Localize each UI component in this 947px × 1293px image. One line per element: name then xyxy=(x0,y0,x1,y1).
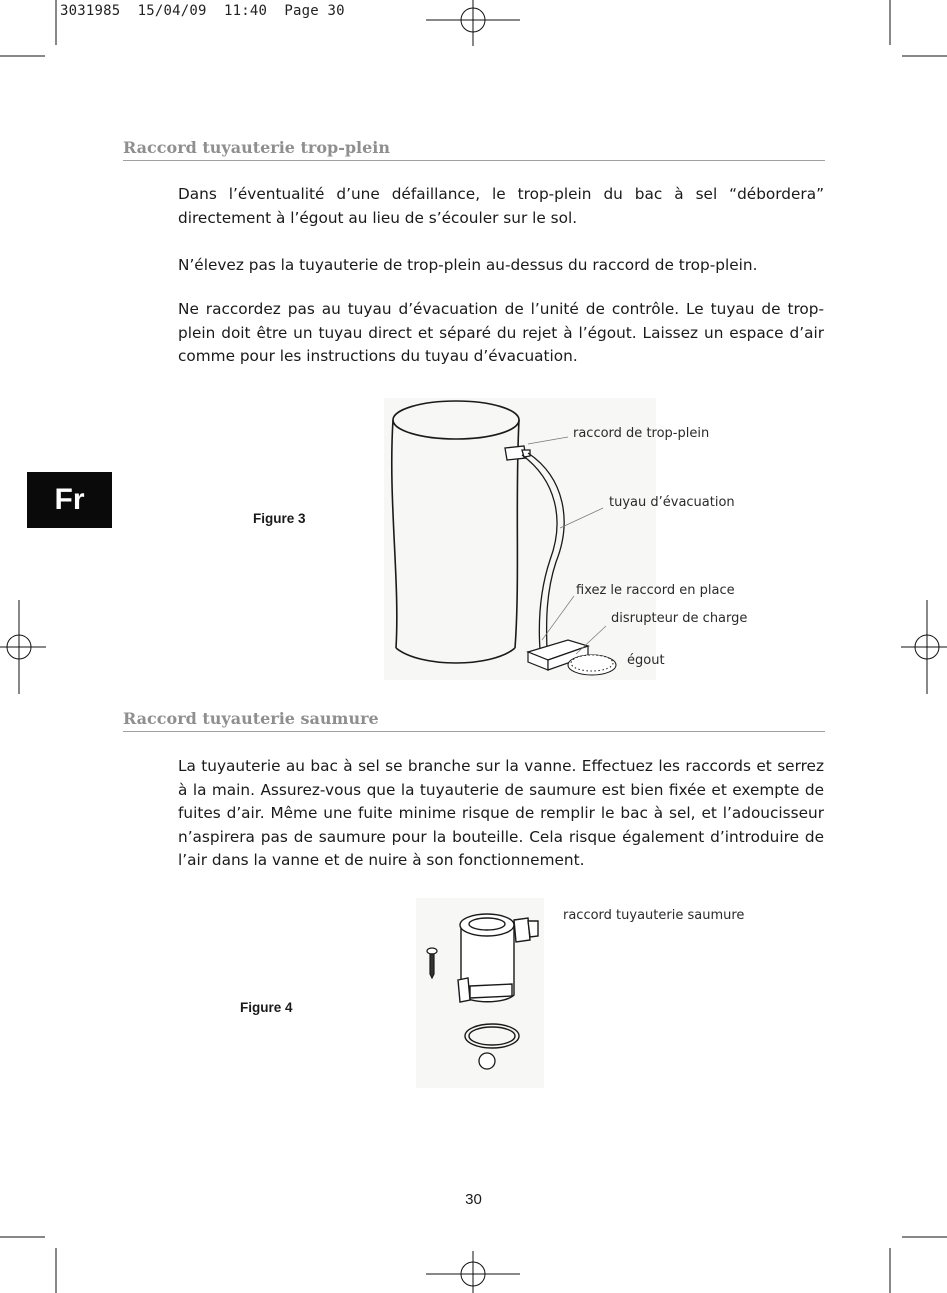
paragraph-overflow-3: Ne raccordez pas au tuyau d’évacuation de l’unité de contrôle. Le tuyau de trop-plein doit être un tuyau direct et séparé du rejet à l’égout. Laissez un espace d’air comme pour les instructions du tuyau d’évacuation. xyxy=(178,300,824,365)
ball-drawing xyxy=(479,1053,495,1069)
page-number: 30 xyxy=(465,1191,482,1208)
callout-brine-fitting: raccord tuyauterie saumure xyxy=(563,908,745,923)
print-header: 3031985 15/04/09 11:40 Page 30 xyxy=(60,3,345,19)
paragraph-brine-1: La tuyauterie au bac à sel se branche sur la vanne. Effectuez les raccords et serrez à la main. Assurez-vous que la tuyauterie de saumure est bien fixée et exempte de fuites d’air. Même une fuite minime risque de remplir le bac à sel, et l’adoucisseur n’aspirera pas de saumure pour la bouteille. Cela risque également d’introduire de l’air dans la vanne et de nuire à son fonctionnement. xyxy=(178,757,824,869)
paragraph-overflow-1: Dans l’éventualité d’une défaillance, le trop-plein du bac à sel “débordera” directement à l’égout au lieu de s’écouler sur le sol. xyxy=(178,185,824,227)
section-heading-brine: Raccord tuyauterie saumure xyxy=(123,709,825,732)
figure-4-label: Figure 4 xyxy=(240,1000,293,1015)
callout-overflow-fitting: raccord de trop-plein xyxy=(573,426,710,441)
figure-3-label: Figure 3 xyxy=(253,511,306,526)
callout-drain-hose: tuyau d’évacuation xyxy=(609,495,735,510)
callout-drain: égout xyxy=(627,653,665,668)
callout-secure-fitting: fixez le raccord en place xyxy=(576,583,735,598)
section-heading-overflow: Raccord tuyauterie trop-plein xyxy=(123,138,825,161)
paragraph-overflow-2: N’élevez pas la tuyauterie de trop-plein au-dessus du raccord de trop-plein. xyxy=(178,256,758,274)
callout-load-breaker: disrupteur de charge xyxy=(611,611,748,626)
language-tab: Fr xyxy=(27,472,112,528)
